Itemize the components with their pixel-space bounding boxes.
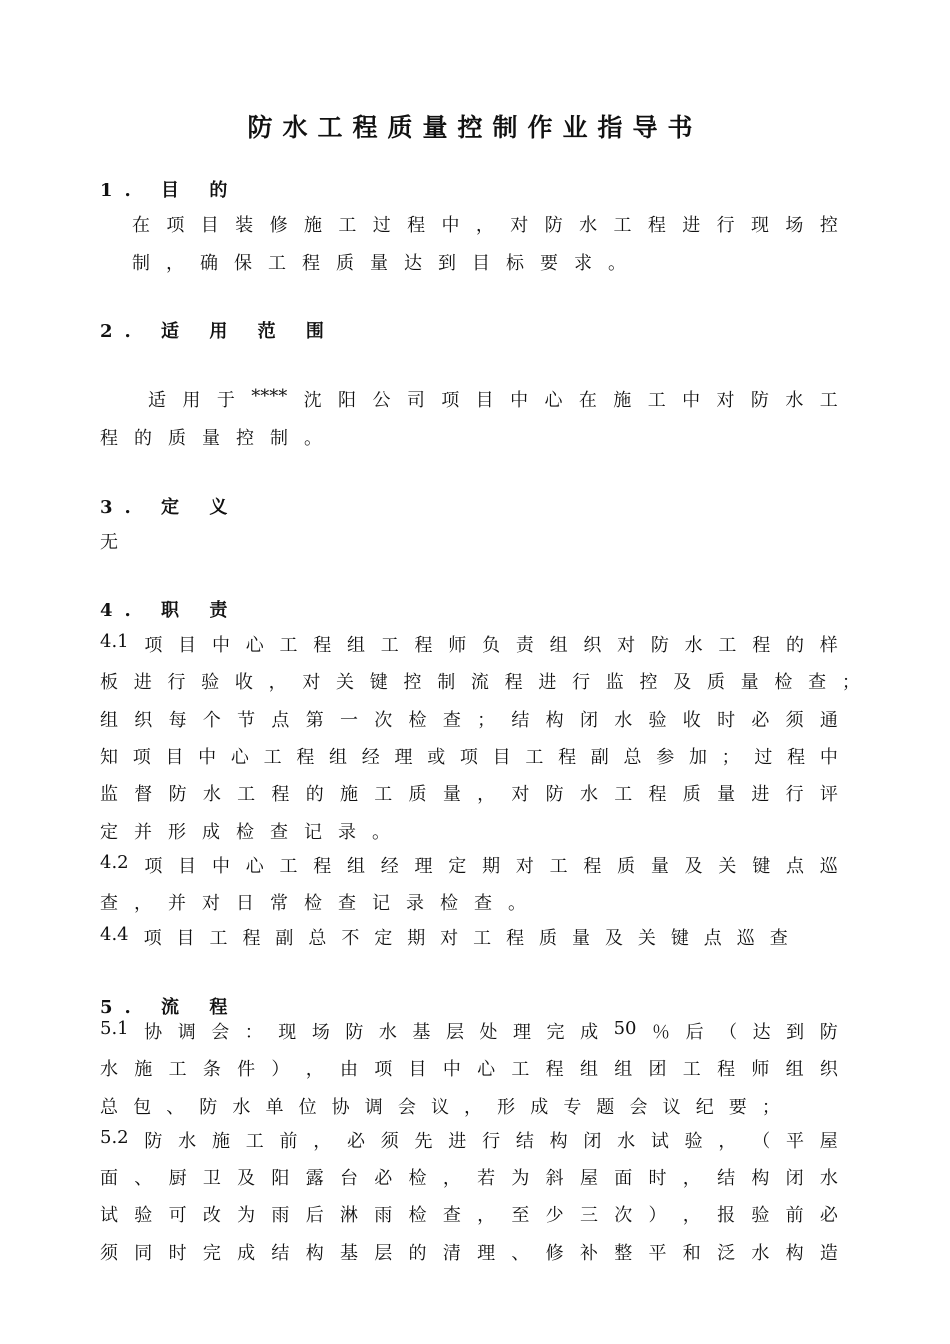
section-heading-definition: 3. 定 义 [100,497,240,518]
paragraph-line: 无 [100,532,118,553]
paragraph-line: 面 、 厨 卫 及 阳 露 台 必 检 ， 若 为 斜 屋 面 时 ， 结 构 闭 水 [100,1168,838,1189]
paragraph-line: 监 督 防 水 工 程 的 施 工 质 量 ， 对 防 水 工 程 质 量 进 行 评 [100,784,838,805]
paragraph-line: 定并形成检查记录。 [100,822,406,843]
paragraph-line: 5.2 防 水 施 工 前 ， 必 须 先 进 行 结 构 闭 水 试 验 ， （ 平 屋 [100,1127,838,1152]
paragraph-line: 4.4 项 目 工 程 副 总 不 定 期 对 工 程 质 量 及 关 键 点 巡 查 [100,924,788,949]
paragraph-line: 4.2 项 目 中 心 工 程 组 经 理 定 期 对 工 程 质 量 及 关 键 点 巡 [100,852,838,877]
section-heading-purpose: 1. 目 的 [100,180,240,201]
paragraph-line: 知 项 目 中 心 工 程 组 经 理 或 项 目 工 程 副 总 参 加 ； 过 程 中 [100,747,838,768]
section-heading-responsibilities: 4. 职 责 [100,600,240,621]
section-heading-process: 5. 流 程 [100,997,240,1018]
paragraph-line: 组 织 每 个 节 点 第 一 次 检 查 ； 结 构 闭 水 验 收 时 必 须 通 [100,710,838,731]
paragraph-line: 5.1 协 调 会 ： 现 场 防 水 基 层 处 理 完 成 50 ％ 后 （ 达 到 防 [100,1018,838,1043]
section-heading-scope: 2. 适 用 范 围 [100,321,336,342]
paragraph-line: 总 包 、 防 水 单 位 协 调 会 议 ， 形 成 专 题 会 议 纪 要 ； [100,1097,780,1118]
paragraph-line: 水 施 工 条 件 ） ， 由 项 目 中 心 工 程 组 组 团 工 程 师 组 织 [100,1059,838,1080]
paragraph-line: 在 项 目 装 修 施 工 过 程 中 ， 对 防 水 工 程 进 行 现 场 控 [132,215,838,236]
paragraph-line: 须 同 时 完 成 结 构 基 层 的 清 理 、 修 补 整 平 和 泛 水 构 造 [100,1243,838,1264]
paragraph-line: 适 用 于 **** 沈 阳 公 司 项 目 中 心 在 施 工 中 对 防 水 工 [148,386,838,411]
paragraph-line: 查，并对日常检查记录检查。 [100,893,542,914]
paragraph-line: 板 进 行 验 收 ， 对 关 键 控 制 流 程 进 行 监 控 及 质 量 检 查 ； [100,672,860,693]
paragraph-line: 程的质量控制。 [100,428,338,449]
document-title: 防水工程质量控制作业指导书 [247,113,703,142]
paragraph-line: 制，确保工程质量达到目标要求。 [132,253,642,274]
paragraph-line: 4.1 项 目 中 心 工 程 组 工 程 师 负 责 组 织 对 防 水 工 程 的 样 [100,631,838,656]
paragraph-line: 试 验 可 改 为 雨 后 淋 雨 检 查 ， 至 少 三 次 ） ， 报 验 前 必 [100,1205,838,1226]
